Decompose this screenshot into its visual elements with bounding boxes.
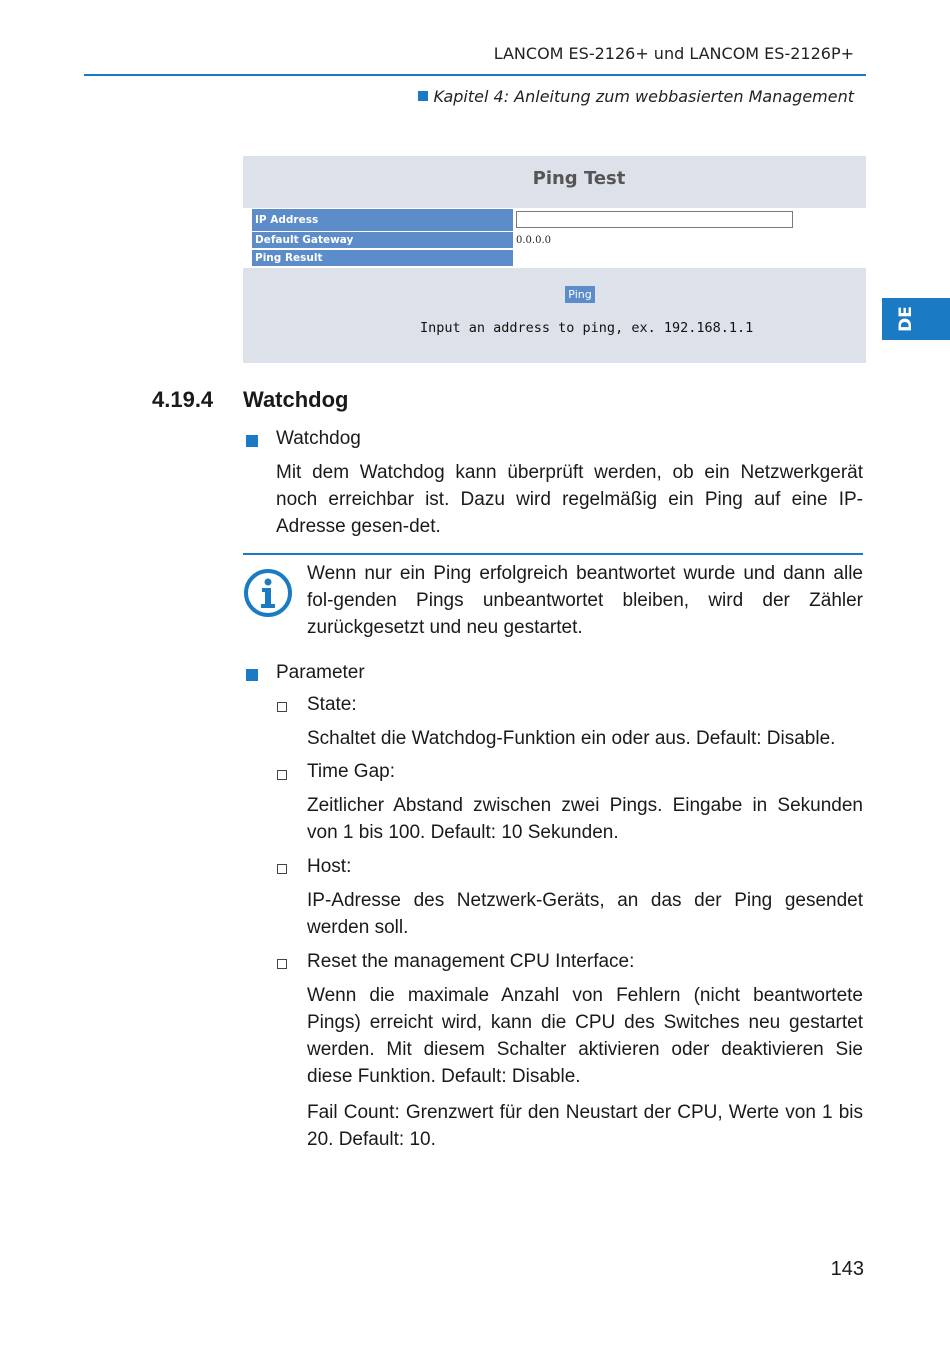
default-gateway-label: Default Gateway <box>252 232 513 248</box>
param-timegap-label: Time Gap: <box>307 761 395 782</box>
page-number: 143 <box>830 1258 864 1280</box>
ping-result-label: Ping Result <box>252 250 513 266</box>
header-rule <box>84 74 866 76</box>
info-icon <box>244 568 294 622</box>
chapter-bullet <box>418 91 428 101</box>
param-state-text: Schaltet die Watchdog-Funktion ein oder aus. Default: Disable. <box>307 728 836 749</box>
ip-address-label: IP Address <box>252 209 513 231</box>
sub-bullet-box <box>277 770 287 780</box>
info-note: Wenn nur ein Ping erfolgreich beantwortet wurde und dann alle fol-genden Pings unbeantwortet bleiben, wird der Zähler zurückgesetzt und neu gestartet. <box>307 563 863 638</box>
ping-hint: Input an address to ping, ex. 192.168.1.1 <box>420 320 754 336</box>
ip-address-input[interactable] <box>516 211 793 228</box>
param-reset-text: Wenn die maximale Anzahl von Fehlern (nicht beantwortete Pings) erreicht wird, kann die CPU des Switches neu gestartet werden. Mit diesem Schalter aktivieren oder deaktivieren Sie diese Funktion. Default: Disable. <box>307 985 863 1087</box>
param-timegap-text: Zeitlicher Abstand zwischen zwei Pings. Eingabe in Sekunden von 1 bis 100. Default: 10 Sekunden. <box>307 795 863 843</box>
ping-result-value <box>515 250 866 266</box>
param-host-text: IP-Adresse des Netzwerk-Geräts, an das der Ping gesendet werden soll. <box>307 890 863 938</box>
ping-test-screenshot <box>243 156 866 363</box>
bullet-square <box>246 669 258 681</box>
running-header-chapter <box>418 87 854 106</box>
default-gateway-value: 0.0.0.0 <box>515 232 866 248</box>
bullet-heading-parameter: Parameter <box>276 662 365 683</box>
running-header-title: LANCOM ES-2126+ und LANCOM ES-2126P+ <box>493 44 854 63</box>
language-tab <box>882 298 950 340</box>
param-reset-label: Reset the management CPU Interface: <box>307 951 635 972</box>
chapter-label: Kapitel 4: Anleitung zum webbasierten Management <box>433 87 854 106</box>
param-state-label: State: <box>307 694 357 715</box>
ping-button[interactable]: Ping <box>565 286 595 303</box>
bullet-square <box>246 435 258 447</box>
language-tab-label: DE <box>896 306 916 332</box>
section-title: Watchdog <box>243 387 349 412</box>
sub-bullet-box <box>277 864 287 874</box>
watchdog-description: Mit dem Watchdog kann überprüft werden, ob ein Netzwerkgerät noch erreichbar ist. Dazu wird regelmäßig ein Ping auf eine IP-Adresse gesen-det. <box>276 462 863 537</box>
section-number: 4.19.4 <box>152 387 214 412</box>
bullet-heading-watchdog: Watchdog <box>276 428 361 449</box>
info-rule <box>243 553 863 555</box>
sub-bullet-box <box>277 959 287 969</box>
param-host-label: Host: <box>307 856 352 877</box>
sub-bullet-box <box>277 702 287 712</box>
ping-test-title: Ping Test <box>532 168 626 189</box>
param-failcount-text: Fail Count: Grenzwert für den Neustart der CPU, Werte von 1 bis 20. Default: 10. <box>307 1102 863 1150</box>
